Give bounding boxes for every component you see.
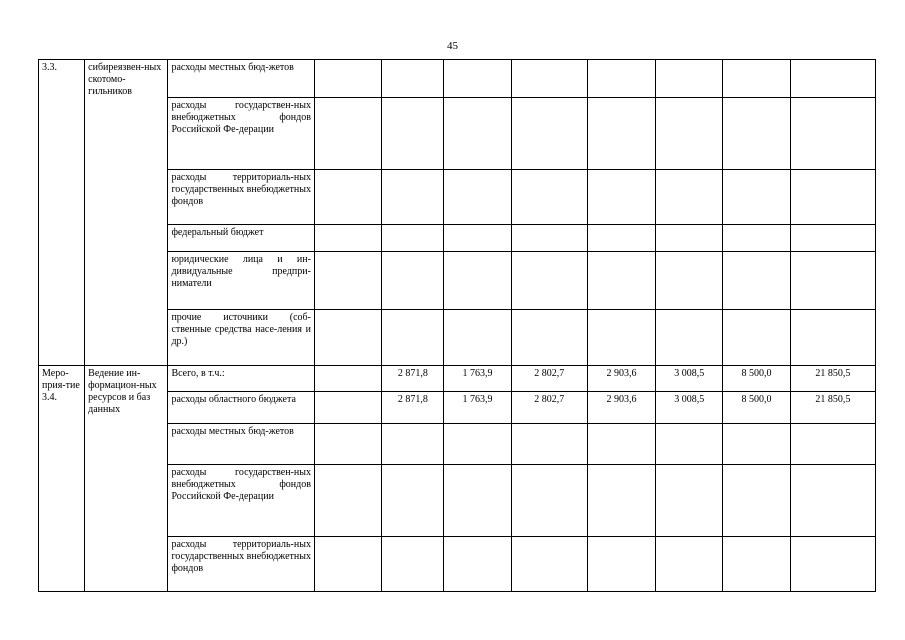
value-cell: [314, 98, 381, 170]
value-cell: [656, 424, 723, 465]
value-cell: [314, 60, 381, 98]
value-cell: [444, 310, 511, 366]
section-name: Ведение ин-формацион-ных ресурсов и баз данных: [85, 366, 168, 592]
value-cell: [790, 98, 875, 170]
value-cell: [723, 225, 790, 252]
value-cell: 2 802,7: [511, 366, 587, 392]
value-cell: 3 008,5: [656, 366, 723, 392]
value-cell: [314, 170, 381, 225]
value-cell: 3 008,5: [656, 392, 723, 424]
value-cell: [656, 170, 723, 225]
value-cell: [587, 98, 655, 170]
value-cell: [444, 537, 511, 592]
value-cell: [723, 98, 790, 170]
value-cell: 1 763,9: [444, 392, 511, 424]
value-cell: [382, 465, 444, 537]
value-cell: [587, 424, 655, 465]
funding-source-label: федеральный бюджет: [168, 225, 315, 252]
value-cell: [382, 60, 444, 98]
value-cell: [314, 310, 381, 366]
section-code: Меро-прия-тие 3.4.: [39, 366, 85, 592]
value-cell: [723, 465, 790, 537]
value-cell: [444, 225, 511, 252]
value-cell: [656, 252, 723, 310]
value-cell: [511, 225, 587, 252]
value-cell: [382, 537, 444, 592]
value-cell: [723, 170, 790, 225]
value-cell: [790, 537, 875, 592]
funding-source-label: расходы местных бюд-жетов: [168, 60, 315, 98]
value-cell: [790, 60, 875, 98]
value-cell: [790, 225, 875, 252]
section-name: сибиреязвен-ных скотомо-гильников: [85, 60, 168, 366]
value-cell: 21 850,5: [790, 392, 875, 424]
value-cell: [587, 537, 655, 592]
value-cell: [790, 465, 875, 537]
value-cell: [511, 310, 587, 366]
value-cell: [444, 98, 511, 170]
value-cell: [723, 310, 790, 366]
value-cell: 8 500,0: [723, 366, 790, 392]
value-cell: [790, 252, 875, 310]
value-cell: 2 871,8: [382, 392, 444, 424]
funding-source-label: расходы местных бюд-жетов: [168, 424, 315, 465]
value-cell: [723, 60, 790, 98]
value-cell: [382, 98, 444, 170]
value-cell: [656, 225, 723, 252]
value-cell: [656, 537, 723, 592]
funding-source-label: расходы областного бюджета: [168, 392, 315, 424]
value-cell: [656, 98, 723, 170]
funding-source-label: расходы территориаль-ных государственных внебюджетных фондов: [168, 537, 315, 592]
value-cell: [511, 465, 587, 537]
value-cell: 8 500,0: [723, 392, 790, 424]
funding-table: [38, 59, 876, 592]
value-cell: [314, 225, 381, 252]
value-cell: [511, 60, 587, 98]
table-row: [39, 366, 876, 392]
value-cell: [444, 170, 511, 225]
funding-source-label: расходы государствен-ных внебюджетных фондов Российской Фе-дерации: [168, 465, 315, 537]
value-cell: [587, 60, 655, 98]
value-cell: [314, 252, 381, 310]
value-cell: [382, 170, 444, 225]
funding-source-label: расходы государствен-ных внебюджетных фондов Российской Фе-дерации: [168, 98, 315, 170]
value-cell: [587, 252, 655, 310]
value-cell: [444, 465, 511, 537]
value-cell: [382, 310, 444, 366]
funding-source-label: юридические лица и ин-дивидуальные предпри-ниматели: [168, 252, 315, 310]
value-cell: [382, 252, 444, 310]
value-cell: [723, 424, 790, 465]
section-code: 3.3.: [39, 60, 85, 366]
value-cell: [790, 310, 875, 366]
value-cell: [790, 424, 875, 465]
funding-source-label: прочие источники (соб-ственные средства насе-ления и др.): [168, 310, 315, 366]
funding-source-label: Всего, в т.ч.:: [168, 366, 315, 392]
value-cell: [382, 424, 444, 465]
value-cell: [790, 170, 875, 225]
value-cell: [656, 465, 723, 537]
funding-source-label: расходы территориаль-ных государственных внебюджетных фондов: [168, 170, 315, 225]
page-number: 45: [447, 40, 458, 52]
value-cell: [314, 424, 381, 465]
value-cell: 21 850,5: [790, 366, 875, 392]
value-cell: [314, 537, 381, 592]
value-cell: [656, 310, 723, 366]
value-cell: [382, 225, 444, 252]
value-cell: 2 903,6: [587, 366, 655, 392]
value-cell: [723, 537, 790, 592]
value-cell: 1 763,9: [444, 366, 511, 392]
table-body: [39, 60, 876, 592]
value-cell: [511, 537, 587, 592]
value-cell: [587, 170, 655, 225]
value-cell: [314, 465, 381, 537]
value-cell: [511, 424, 587, 465]
value-cell: [587, 310, 655, 366]
value-cell: [314, 366, 381, 392]
value-cell: 2 871,8: [382, 366, 444, 392]
value-cell: [587, 225, 655, 252]
value-cell: [723, 252, 790, 310]
value-cell: [444, 252, 511, 310]
value-cell: [444, 424, 511, 465]
table-row: [39, 60, 876, 98]
value-cell: 2 802,7: [511, 392, 587, 424]
value-cell: [656, 60, 723, 98]
value-cell: [587, 465, 655, 537]
value-cell: [511, 98, 587, 170]
value-cell: [444, 60, 511, 98]
value-cell: 2 903,6: [587, 392, 655, 424]
value-cell: [314, 392, 381, 424]
value-cell: [511, 252, 587, 310]
value-cell: [511, 170, 587, 225]
